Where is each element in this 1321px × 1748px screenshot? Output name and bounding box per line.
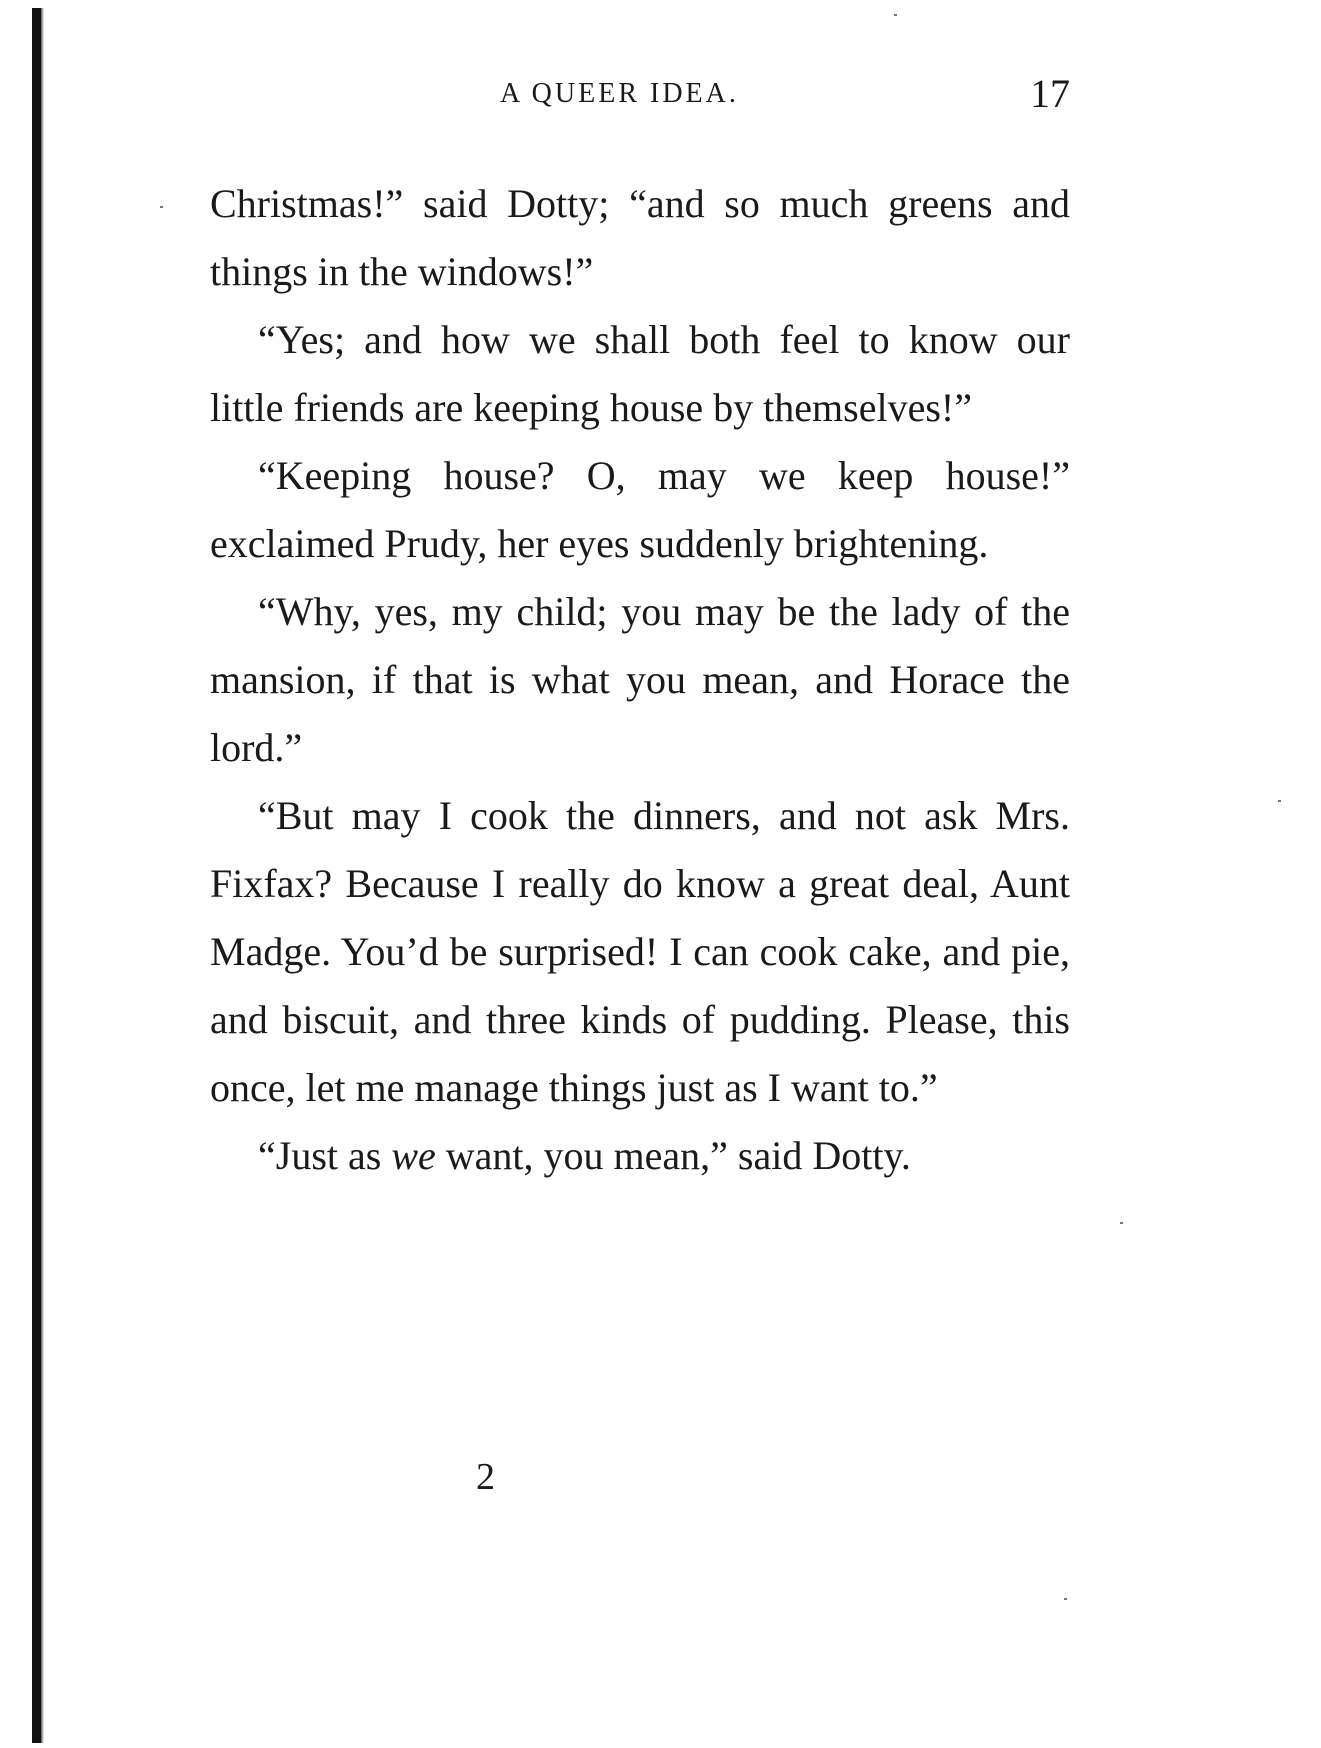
emphasized-word: we — [391, 1133, 436, 1178]
quote-text: want, you mean,” said Dotty. — [435, 1133, 911, 1178]
print-speck — [160, 206, 163, 208]
body-text — [210, 170, 1070, 1190]
paragraph: “Why, yes, my child; you may be the lady of the mansion, if that is what you mean, and Horace the lord.” — [210, 589, 1070, 770]
page-number: 17 — [1030, 71, 1070, 116]
page-binding-shadow — [41, 8, 44, 1743]
print-speck — [1064, 1598, 1067, 1600]
quote-text: “Just as — [258, 1133, 392, 1178]
paragraph: “Yes; and how we shall both feel to know our little friends are keeping house by themselves!” — [210, 317, 1070, 430]
page-binding-edge — [32, 8, 41, 1743]
paragraph-last — [210, 1122, 1070, 1190]
print-speck — [1278, 800, 1281, 802]
paragraph: “Keeping house? O, may we keep house!” exclaimed Prudy, her eyes suddenly brightening. — [210, 453, 1070, 566]
signature-mark: 2 — [476, 1456, 495, 1498]
running-title: A QUEER IDEA. — [500, 78, 739, 109]
print-speck — [894, 14, 897, 16]
paragraph: “But may I cook the dinners, and not ask Mrs. Fixfax? Because I really do know a great deal, Aunt Madge. You’d be surprised! I can cook cake, and pie, and biscuit, and three kinds of pudding. Please, this once, let me manage things just as I want to.” — [210, 793, 1070, 1110]
paragraph-continued: Christmas!” said Dotty; “and so much greens and things in the windows!” — [210, 181, 1070, 294]
print-speck — [1120, 1222, 1123, 1224]
